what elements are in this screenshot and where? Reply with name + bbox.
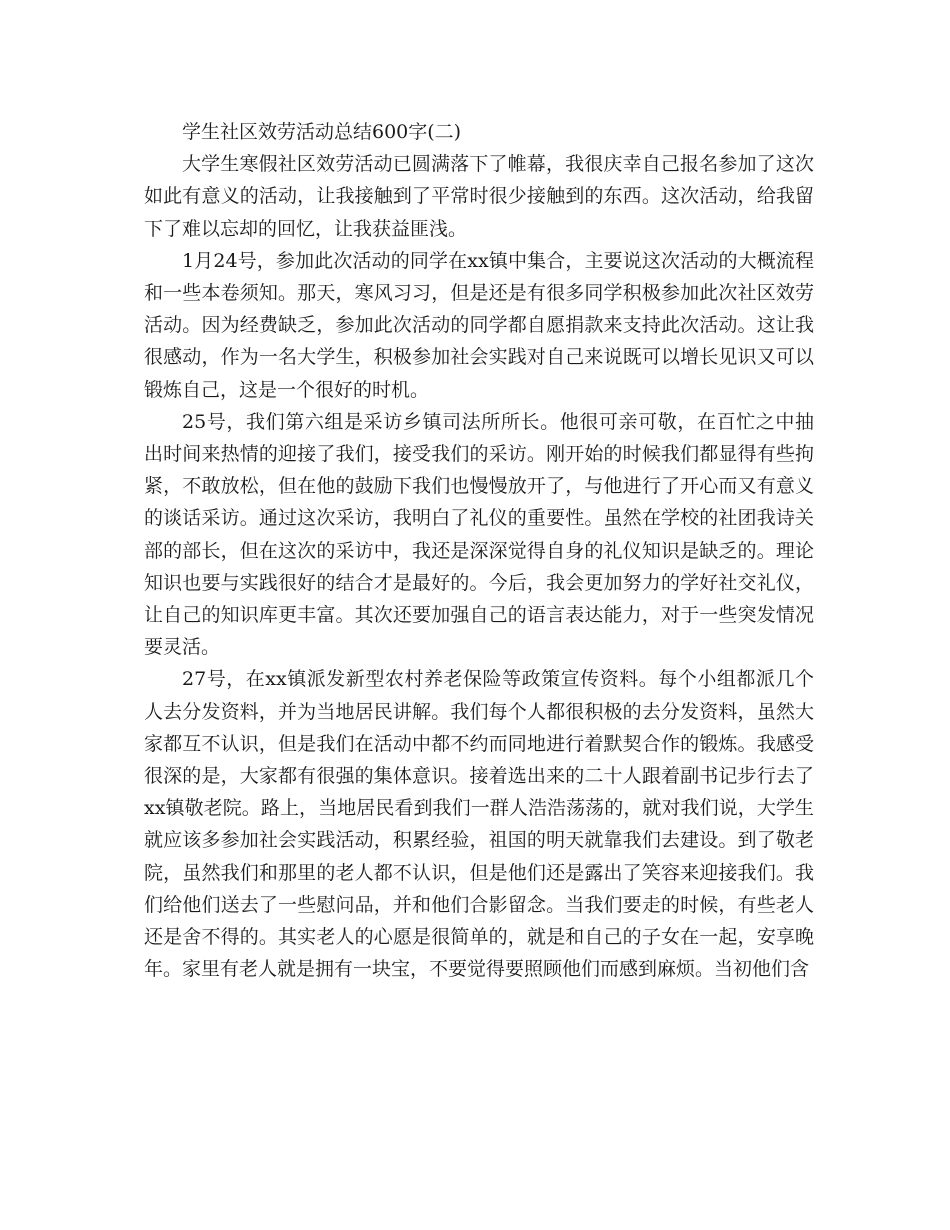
document-title: 学生社区效劳活动总结600字(二): [182, 121, 462, 143]
paragraph-4: 27号，在xx镇派发新型农村养老保险等政策宣传资料。每个小组都派几个人去分发资料，并为当地居民讲解。我们每个人都很积极的去分发资料，虽然大家都互不认识，但是我们在活动中都不约而同地进行着默契合作的锻炼。我感受很深的是，大家都有很强的集体意识。接着选出来的二十人跟着副书记步行去了xx镇敬老院。路上，当地居民看到我们一群人浩浩荡荡的，就对我们说，大学生就应该多参加社会实践活动，积累经验，祖国的明天就靠我们去建设。到了敬老院，虽然我们和那里的老人都不认识，但是他们还是露出了笑容来迎接我们。我们给他们送去了一些慰问品，并和他们合影留念。当我们要走的时候，有些老人还是舍不得的。其实老人的心愿是很简单的，就是和自己的子女在一起，安享晚年。家里有老人就是拥有一块宝，不要觉得要照顾他们而感到麻烦。当初他们含: [144, 668, 814, 981]
document-body: [144, 116, 814, 985]
paragraph-2: 1月24号，参加此次活动的同学在xx镇中集合，主要说这次活动的大概流程和一些本卷须知。那天，寒风习习，但是还是有很多同学积极参加此次社区效劳活动。因为经费缺乏，参加此次活动的同学都自愿捐款来支持此次活动。这让我很感动，作为一名大学生，积极参加社会实践对自己来说既可以增长见识又可以锻炼自己，这是一个很好的时机。: [144, 249, 814, 401]
paragraph-3: 25号，我们第六组是采访乡镇司法所所长。他很可亲可敬，在百忙之中抽出时间来热情的迎接了我们，接受我们的采访。刚开始的时候我们都显得有些拘紧，不敢放松，但在他的鼓励下我们也慢慢放开了，与他进行了开心而又有意义的谈话采访。通过这次采访，我明白了礼仪的重要性。虽然在学校的社团我诗关部的部长，但在这次的采访中，我还是深深觉得自身的礼仪知识是缺乏的。理论知识也要与实践很好的结合才是最好的。今后，我会更加努力的学好社交礼仪，让自己的知识库更丰富。其次还要加强自己的语言表达能力，对于一些突发情况要灵活。: [144, 410, 814, 659]
paragraph-1: 大学生寒假社区效劳活动已圆满落下了帷幕，我很庆幸自己报名参加了这次如此有意义的活动，让我接触到了平常时很少接触到的东西。这次活动，给我留下了难以忘却的回忆，让我获益匪浅。: [144, 153, 814, 240]
